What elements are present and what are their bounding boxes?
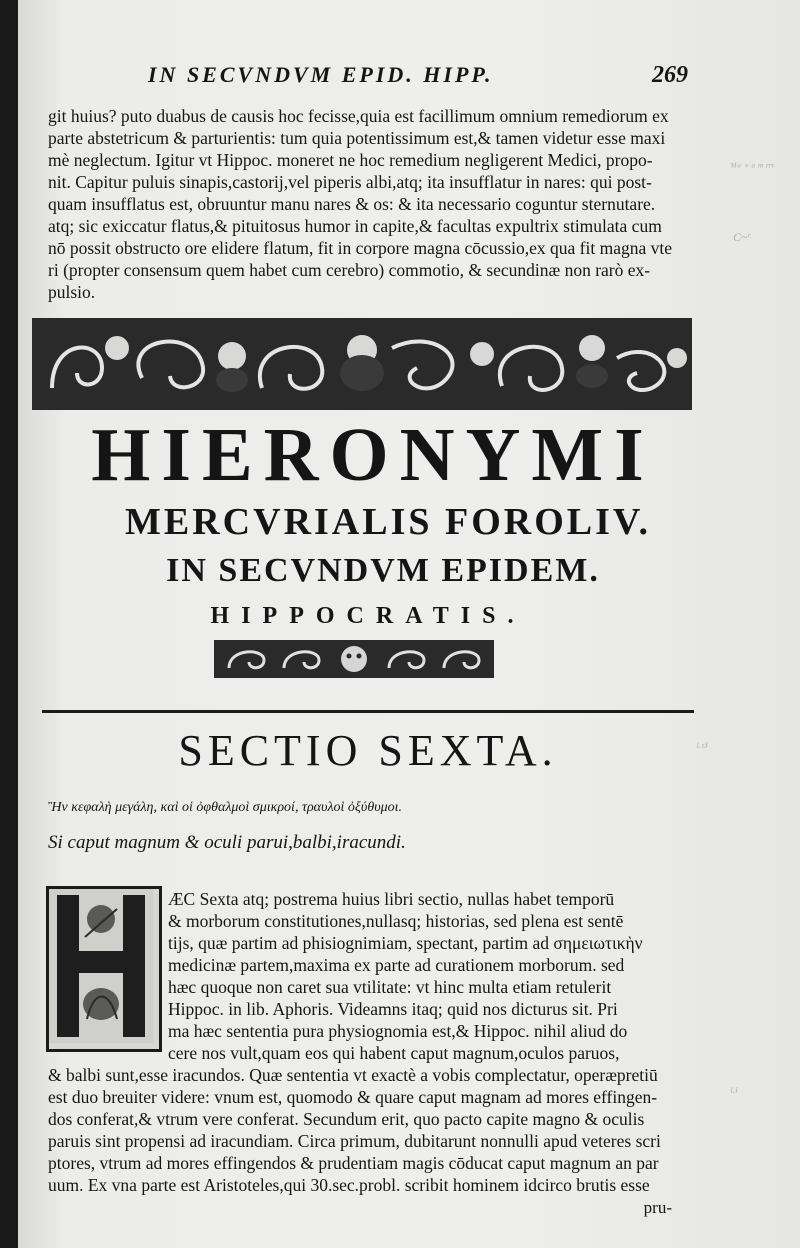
running-head bbox=[148, 62, 688, 94]
greek-lemma: Ἢν κεφαλὴ μεγάλη, καὶ οἱ ὀφθαλμοὶ σμικροί, τραυλοὶ ὀξύθυμοι. bbox=[48, 800, 403, 815]
headpiece-ornament bbox=[32, 318, 692, 410]
text-line: medicinæ partem,maxima ex parte ad curationem morborum. sed bbox=[168, 955, 625, 975]
margin-bleed: C~ʳ bbox=[733, 230, 751, 244]
page-number: 269 bbox=[652, 62, 688, 88]
margin-bleed: ᴹᵃ ᵛ ᵘ ᵐ ʳʳˢ bbox=[730, 160, 774, 174]
small-ornament bbox=[214, 640, 494, 678]
text-line: est duo breuiter videre: vnum est, quomodo & quare caput magnam ad mores effingen- bbox=[48, 1087, 658, 1107]
text-line: parte abstetricum & parturientis: tum quia potentissimum est,& tamen videtur esse maxi bbox=[48, 128, 666, 148]
latin-lemma: Si caput magnum & oculi parui,balbi,iracundi. bbox=[48, 832, 406, 853]
text-line: ptores, vtrum ad mores effingendos & prudentiam magis cōducat caput magnum an par bbox=[48, 1153, 659, 1173]
margin-bleed: ᴸᶻ³ bbox=[696, 740, 708, 754]
catchword: pru- bbox=[643, 1198, 672, 1217]
margin-bleed: ᴸᴵ bbox=[730, 1085, 738, 1099]
text-line: ÆC Sexta atq; postrema huius libri sectio, nullas habet temporū bbox=[168, 889, 615, 909]
dropcap-h bbox=[46, 886, 162, 1052]
section-title: SECTIO SEXTA. bbox=[178, 726, 558, 775]
text-line: & morborum constitutiones,nullasq; historias, sed plena est sentē bbox=[168, 911, 624, 931]
text-line: nit. Capitur puluis sinapis,castorij,vel piperis albi,atq; ita insufflatur in nares: qui post- bbox=[48, 172, 652, 192]
text-line: dos conferat,& vtrum vere conferat. Secundum erit, quo pacto capite magno & oculis bbox=[48, 1109, 645, 1129]
dropcap-illustration bbox=[49, 889, 153, 1043]
author-name: MERCVRIALIS FOROLIV. bbox=[125, 501, 651, 543]
text-line: mè neglectum. Igitur vt Hippoc. moneret ne hoc remedium negligerent Medici, propo- bbox=[48, 150, 653, 170]
work-title: IN SECVNDVM EPIDEM. bbox=[166, 552, 600, 589]
horizontal-rule bbox=[42, 710, 694, 713]
text-line: pulsio. bbox=[48, 282, 96, 302]
text-line: uum. Ex vna parte est Aristoteles,qui 30.sec.probl. scribit hominem idcirco brutis esse bbox=[48, 1175, 650, 1195]
text-line: hæc quoque non caret sua vtilitate: vt hinc multa etiam retulerit bbox=[168, 977, 612, 997]
text-line: cere nos vult,quam eos qui habent caput magnum,oculos paruos, bbox=[168, 1043, 620, 1063]
text-line: nō possit obstructo ore elidere flatum, fit in corpore magna cōcussio,ex qua fit magna vte bbox=[48, 238, 672, 258]
running-title: IN SECVNDVM EPID. HIPP. bbox=[148, 62, 494, 87]
text-line: ri (propter consensum quem habet cum cerebro) commotio, & secundinæ non rarò ex- bbox=[48, 260, 651, 280]
text-line: quam insufflatus est, obruuntur manu nares & os: & ita necessario coguntur sternutare. bbox=[48, 194, 656, 214]
text-line: tijs, quæ partim ad phisiognimiam, spectant, partim ad σημειωτικὴν bbox=[168, 933, 643, 953]
book-page bbox=[18, 0, 800, 1248]
text-line: Hippoc. in lib. Aphoris. Videamns itaq; quid nos dicturus sit. Pri bbox=[168, 999, 618, 1019]
text-line: ma hæc sententia pura physiognomia est,& Hippoc. nihil aliud do bbox=[168, 1021, 628, 1041]
text-line: git huius? puto duabus de causis hoc fecisse,quia est facillimum omnium remediorum ex bbox=[48, 106, 669, 126]
text-line: & balbi sunt,esse iracundos. Quæ sententia vt exactè a vobis complectatur, operæpretiū bbox=[48, 1065, 658, 1085]
text-line: paruis sint propensi ad iracundiam. Circa primum, dubitarunt nonnulli apud veteres scri bbox=[48, 1131, 661, 1151]
text-line: atq; sic exiccatur flatus,& pituitosus humor in capite,& facultas expultrix stimulata cum bbox=[48, 216, 662, 236]
author-forename: HIERONYMI bbox=[91, 413, 655, 497]
work-subject: HIPPOCRATIS. bbox=[210, 603, 526, 629]
